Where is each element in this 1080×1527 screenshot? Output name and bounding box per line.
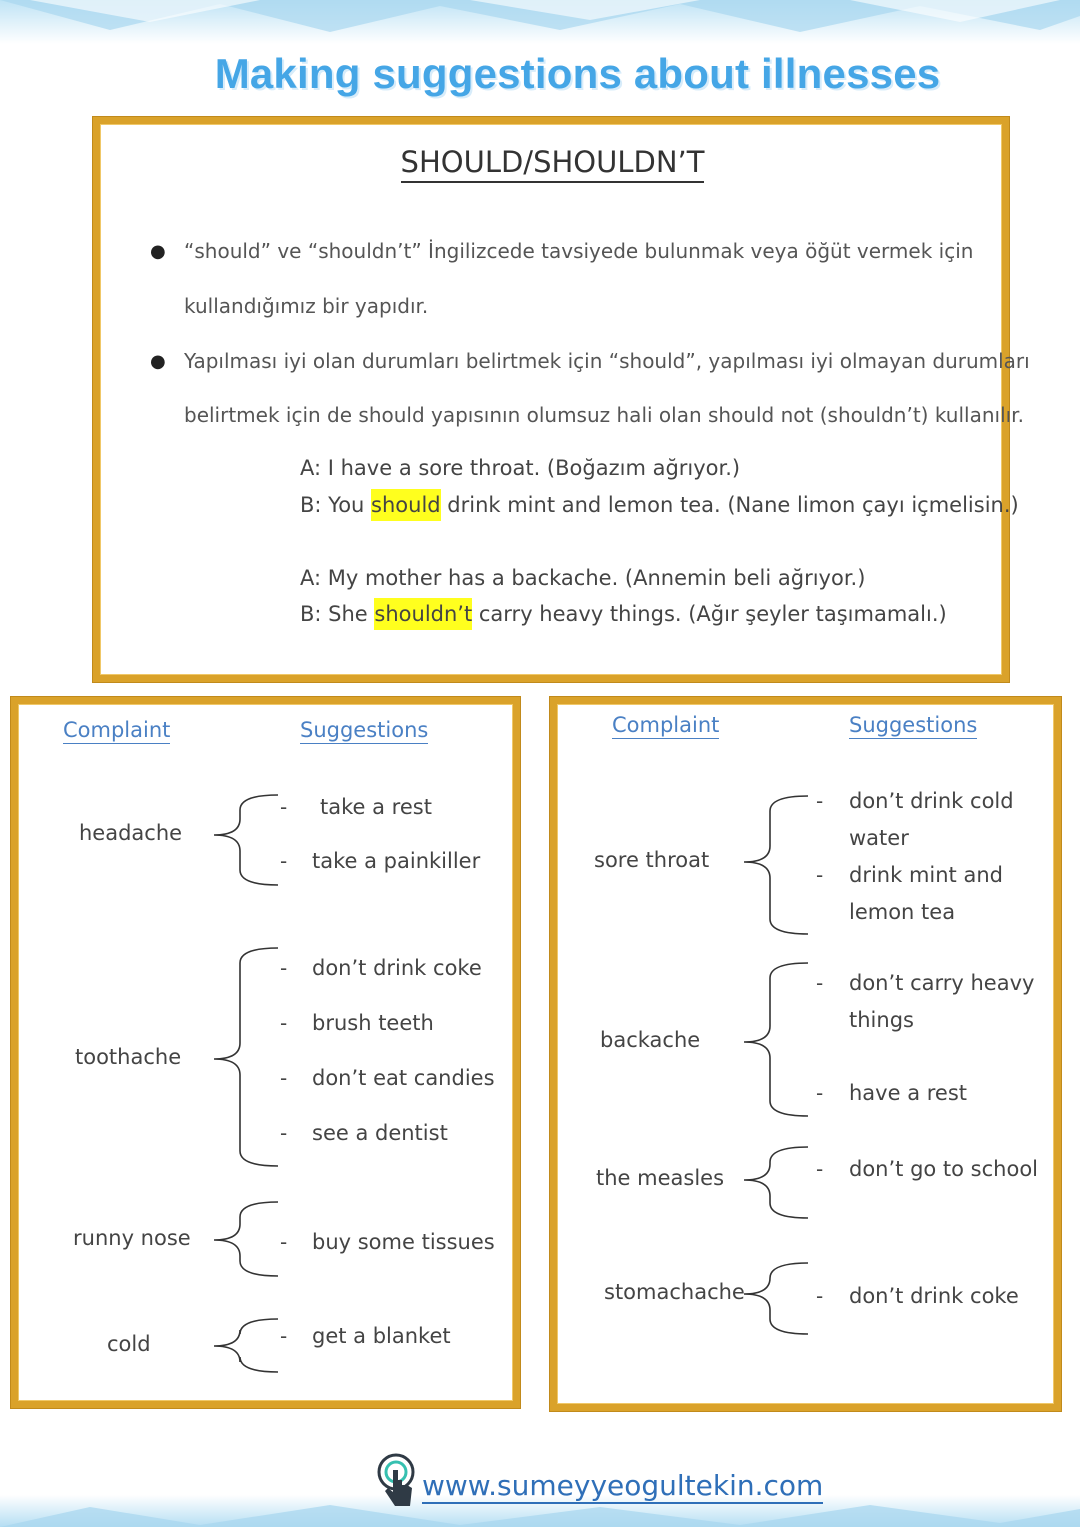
website-link[interactable]: www.sumeyyeogultekin.com (422, 1469, 824, 1502)
list-dash: - (280, 1011, 288, 1035)
suggestion-line: water (849, 826, 909, 850)
complaint-label: backache (600, 1028, 701, 1052)
complaint-label: headache (79, 821, 183, 845)
list-dash: - (280, 1324, 288, 1348)
left-suggestions-header: Suggestions (300, 718, 429, 742)
curly-brace (740, 1146, 810, 1219)
curly-brace (210, 1318, 280, 1373)
list-dash: - (280, 849, 288, 873)
suggestion-item (312, 1060, 495, 1097)
list-dash: - (280, 1121, 288, 1145)
complaint-label: runny nose (73, 1226, 191, 1250)
suggestion-line: get a blanket (312, 1324, 451, 1348)
complaint-label: the measles (596, 1166, 725, 1190)
complaint-label: sore throat (594, 848, 710, 872)
suggestion-line: buy some tissues (312, 1230, 495, 1254)
suggestion-item (320, 789, 432, 826)
list-dash: - (816, 971, 824, 995)
suggestion-line: don’t go to school (849, 1157, 1039, 1181)
curly-brace (740, 1262, 810, 1335)
bullet-dot: ● (150, 351, 166, 372)
curly-brace (210, 794, 280, 886)
list-dash: - (816, 789, 824, 813)
list-dash: - (816, 1284, 824, 1308)
suggestion-line: take a painkiller (312, 849, 481, 873)
list-dash: - (816, 863, 824, 887)
curly-brace (740, 795, 810, 935)
page-title: Making suggestions about illnesses (214, 50, 941, 97)
list-dash: - (816, 1081, 824, 1105)
suggestion-item (312, 843, 480, 880)
curly-brace (210, 947, 280, 1167)
suggestion-item (849, 1075, 967, 1112)
suggestion-item (849, 1278, 1019, 1315)
suggestion-line: drink mint and (849, 863, 1003, 887)
right-complaint-header: Complaint (612, 713, 720, 737)
suggestion-line: take a rest (320, 795, 432, 819)
suggestion-item (849, 1151, 1038, 1188)
suggestion-item (312, 950, 482, 987)
suggestion-line: have a rest (849, 1081, 968, 1105)
curly-brace (740, 962, 810, 1117)
complaint-label: toothache (75, 1045, 182, 1069)
suggestion-item (312, 1318, 451, 1355)
grammar-heading: SHOULD/SHOULDN’T (95, 145, 1010, 179)
suggestion-line: things (849, 1008, 914, 1032)
suggestion-item (849, 783, 1014, 857)
top-decorative-band (0, 0, 1080, 44)
highlighted-shouldnt: shouldn’t (374, 598, 472, 630)
left-complaint-header: Complaint (63, 718, 171, 742)
list-dash: - (816, 1157, 824, 1181)
complaint-label: stomachache (604, 1280, 745, 1304)
list-dash: - (280, 1066, 288, 1090)
list-dash: - (280, 795, 288, 819)
suggestion-item (849, 965, 1034, 1039)
bullet-2-line-1: Yapılması iyi olan durumları belirtmek için “should”, yapılması iyi olmayan durumları (184, 349, 1030, 373)
example-2-b: B: She shouldn’t carry heavy things. (Ağır şeyler taşımamalı.) (300, 602, 947, 626)
suggestion-line: brush teeth (312, 1011, 434, 1035)
curly-brace (210, 1201, 280, 1277)
bullet-dot: ● (150, 241, 166, 262)
suggestion-line: don’t carry heavy (849, 971, 1035, 995)
bullet-2-line-2: belirtmek için de should yapısının olumsuz hali olan should not (shouldn’t) kullanılır. (184, 403, 1024, 427)
bullet-1-line-2: kullandığımız bir yapıdır. (184, 294, 429, 318)
suggestion-line: see a dentist (312, 1121, 448, 1145)
suggestion-line: don’t drink coke (312, 956, 482, 980)
list-dash: - (280, 1230, 288, 1254)
suggestion-line: don’t drink coke (849, 1284, 1019, 1308)
suggestion-item (312, 1115, 448, 1152)
right-suggestions-header: Suggestions (849, 713, 978, 737)
suggestion-item (849, 857, 1003, 931)
complaint-label: cold (107, 1332, 151, 1356)
grammar-box (93, 117, 1009, 682)
example-2-a: A: My mother has a backache. (Annemin beli ağrıyor.) (300, 566, 866, 590)
list-dash: - (280, 956, 288, 980)
bullet-1-line-1: “should” ve “shouldn’t” İngilizcede tavsiyede bulunmak veya öğüt vermek için (184, 239, 974, 263)
suggestion-item (312, 1224, 495, 1261)
highlighted-should: should (371, 489, 441, 521)
example-1-a: A: I have a sore throat. (Boğazım ağrıyor.) (300, 456, 741, 480)
example-1-b: B: You should drink mint and lemon tea. (Nane limon çayı içmelisin.) (300, 493, 1019, 517)
suggestion-item (312, 1005, 434, 1042)
suggestion-line: lemon tea (849, 900, 956, 924)
suggestion-line: don’t eat candies (312, 1066, 495, 1090)
suggestion-line: don’t drink cold (849, 789, 1014, 813)
touch-pointer-icon (374, 1452, 420, 1512)
